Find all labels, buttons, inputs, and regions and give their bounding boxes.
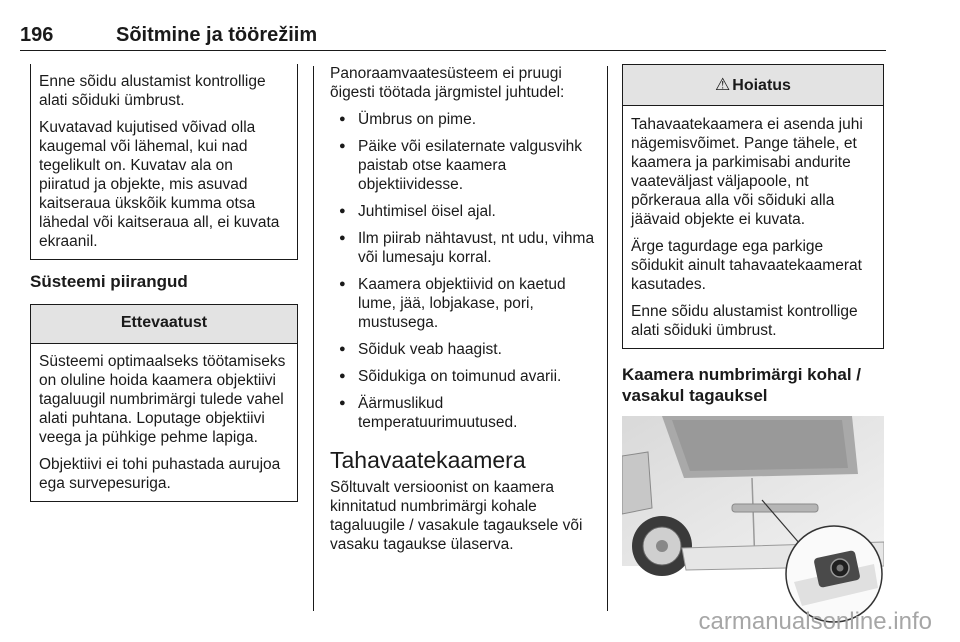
section-heading-camera-location: Kaamera numbrimärgi kohal / vasakul tagauksel xyxy=(622,365,862,405)
page-number: 196 xyxy=(20,24,54,46)
limits-intro: Panoraamvaatesüsteem ei pruugi õigesti töötada järgmistel juhtudel: xyxy=(330,65,565,101)
warning-triangle-icon: ⚠ xyxy=(715,75,731,94)
rear-camera-illustration xyxy=(622,416,884,626)
list-item: ● Ilm piirab nähtavust, nt udu, vihma või lumesaju korral. xyxy=(330,229,598,267)
warning-header xyxy=(623,65,883,106)
page-header xyxy=(20,20,886,51)
list-item: ● Sõidukiga on toimunud avarii. xyxy=(330,367,598,386)
list-item: ● Sõiduk veab haagist. xyxy=(330,340,598,359)
list-item: ● Ümbrus on pime. xyxy=(330,110,598,129)
warning-box xyxy=(622,64,884,349)
warning-paragraph-1: Tahavaatekaamera ei asenda juhi nägemisvõimet. Pange tähele, et kaamera ja parkimisabi andurite vaateväljast väljapoole, nt põrkeraua alla või sõiduki alla jäävaid objekte ei kuvata. xyxy=(631,116,863,228)
list-item: ● Äärmuslikud temperatuurimuutused. xyxy=(330,394,598,432)
rear-camera-text: Sõltuvalt versioonist on kaamera kinnitatud numbrimärgi kohale tagaluugile / vasakule tagauksele või vasaku tagaukse ülaserva. xyxy=(330,479,583,553)
list-item: ● Juhtimisel öisel ajal. xyxy=(330,202,598,221)
limits-list xyxy=(330,110,598,432)
page-title: Sõitmine ja töörežiim xyxy=(116,24,318,46)
list-item: ● Päike või esilaternate valgusvihk paistab otse kaamera objektiividesse. xyxy=(330,137,598,194)
warning-paragraph-3: Enne sõidu alustamist kontrollige alati sõiduki ümbrust. xyxy=(631,303,858,339)
column-left xyxy=(30,64,298,502)
warning-title: Hoiatus xyxy=(732,77,791,94)
caution-box xyxy=(30,304,298,502)
caution-paragraph-2: Objektiivi ei tohi puhastada aurujoa ega survepesuriga. xyxy=(39,456,281,492)
notice-paragraph-1: Enne sõidu alustamist kontrollige alati sõiduki ümbrust. xyxy=(39,73,266,109)
continued-notice-box xyxy=(30,64,298,260)
column-right xyxy=(622,64,884,626)
notice-paragraph-2: Kuvatavad kujutised võivad olla kaugemal või lähemal, kui nad tegelikult on. Kuvatav ala on piiratud ja objekte, mis asuvad kaitseraua ükskõik kumma otsa lähedal või kaitseraua all, ei kuvata ekraanil. xyxy=(39,119,280,250)
section-heading-limits: Süsteemi piirangud xyxy=(30,272,188,291)
caution-paragraph-1: Süsteemi optimaalseks töötamiseks on oluline hoida kaamera objektiivi tagaluugil numbrimärgi tulede vahel alati puhtana. Loputage objektiivi veega ja pühkige pehme lapiga. xyxy=(39,353,286,446)
column-middle xyxy=(330,64,598,562)
column-divider-2 xyxy=(607,66,608,611)
caution-title: Ettevaatust xyxy=(31,305,297,344)
watermark-text: carmanualsonline.info xyxy=(698,608,932,635)
section-title-rear-camera: Tahavaatekaamera xyxy=(330,447,526,473)
column-divider-1 xyxy=(313,66,314,611)
car-rear-illustration xyxy=(622,416,884,626)
warning-paragraph-2: Ärge tagurdage ega parkige sõidukit ainult tahavaatekaamerat kasutades. xyxy=(631,238,862,293)
list-item: ● Kaamera objektiivid on kaetud lume, jää, lobjakase, pori, mustusega. xyxy=(330,275,598,332)
